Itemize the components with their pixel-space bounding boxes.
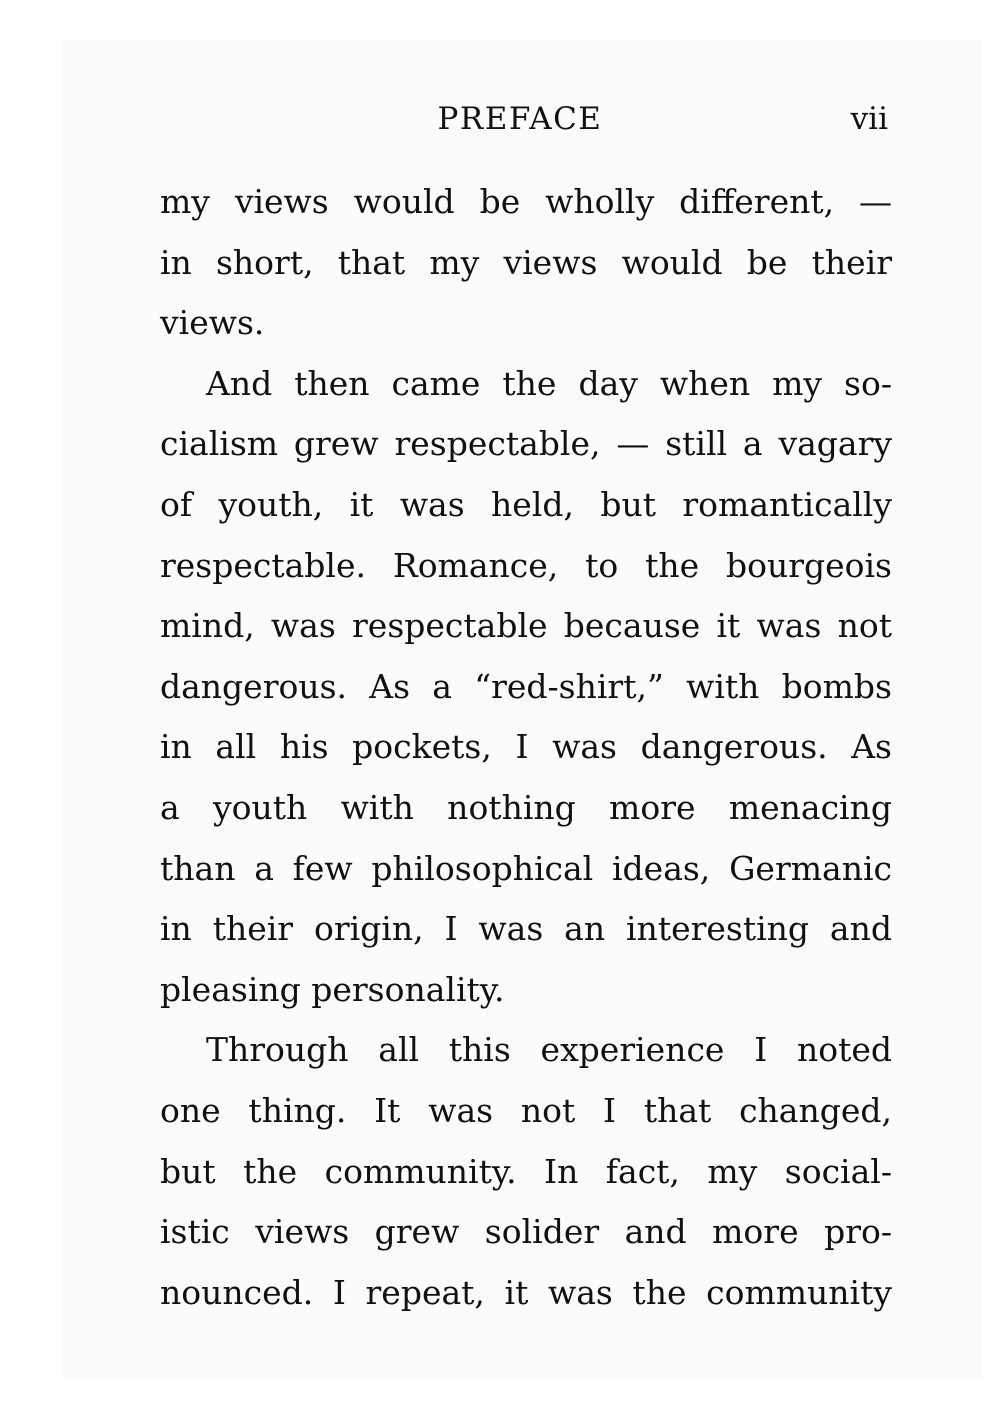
text-line: dangerous. As a “red-shirt,” with bombs xyxy=(160,666,892,706)
text-line: istic views grew solider and more pro- xyxy=(160,1212,892,1252)
running-title: PREFACE xyxy=(437,101,603,137)
text-line: Through all this experience I noted xyxy=(206,1030,892,1070)
text-line: of youth, it was held, but romantically xyxy=(160,484,892,524)
text-line: in all his pockets, I was dangerous. As xyxy=(160,727,892,767)
text-line: than a few philosophical ideas, Germanic xyxy=(160,848,892,888)
text-line: mind, was respectable because it was not xyxy=(160,606,892,646)
body-text xyxy=(160,172,892,1323)
text-line: nounced. I repeat, it was the community xyxy=(160,1272,892,1312)
running-head xyxy=(160,94,892,144)
text-line: And then came the day when my so- xyxy=(206,363,892,403)
text-line: my views would be wholly different, — xyxy=(160,182,892,221)
text-line: cialism grew respectable, — still a vagary xyxy=(160,424,892,464)
text-line: a youth with nothing more menacing xyxy=(160,787,892,827)
text-line: in short, that my views would be their xyxy=(160,242,892,282)
text-line: one thing. It was not I that changed, xyxy=(160,1090,892,1130)
text-line: but the community. In fact, my social- xyxy=(160,1151,892,1191)
text-line: views. xyxy=(160,303,265,343)
text-line: pleasing personality. xyxy=(160,969,505,1009)
text-line: in their origin, I was an interesting and xyxy=(160,909,892,949)
page-number: vii xyxy=(850,101,888,137)
text-line: respectable. Romance, to the bourgeois xyxy=(160,545,892,585)
